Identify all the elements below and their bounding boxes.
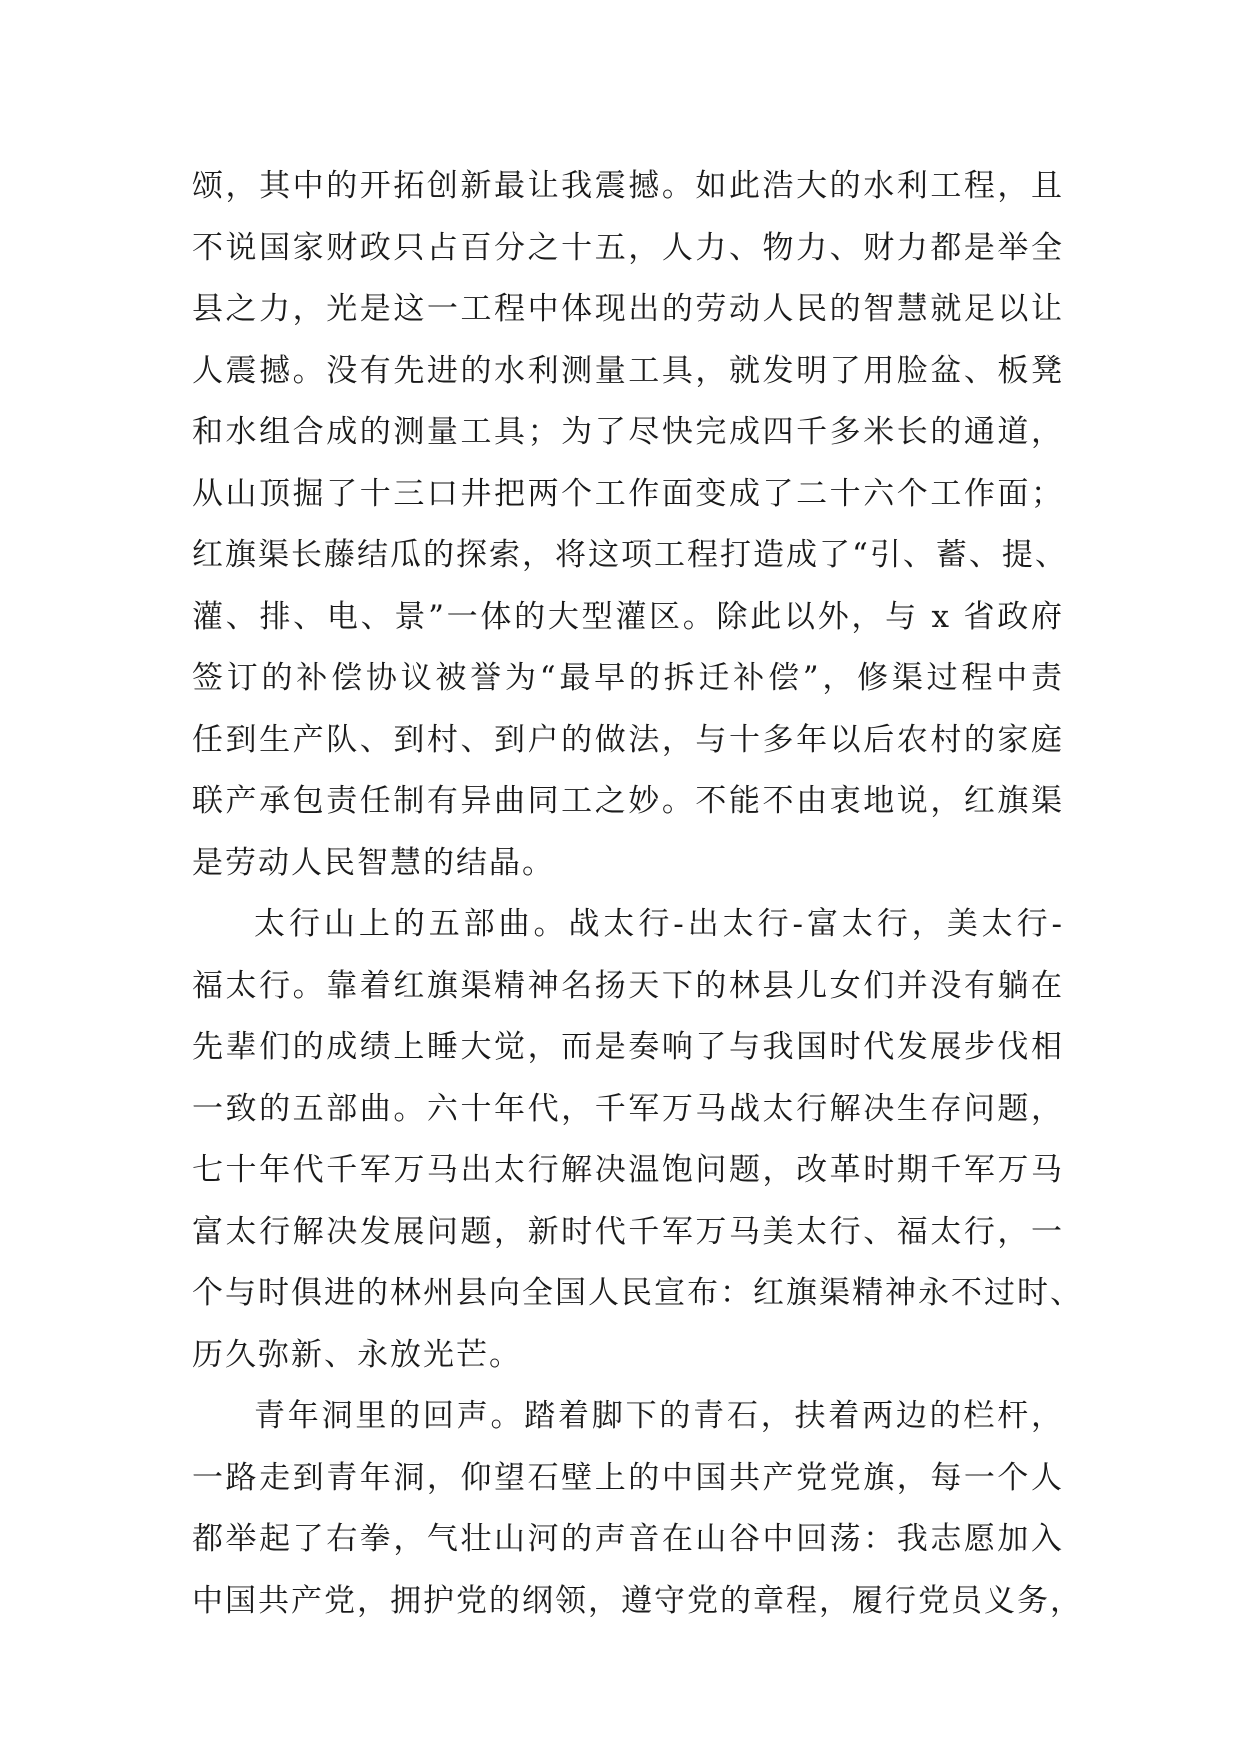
text-line: 都举起了右拳，气壮山河的声音在山谷中回荡：我志愿加入: [192, 1521, 1064, 1557]
text-line: 任到生产队、到村、到户的做法，与十多年以后农村的家庭: [192, 721, 1064, 758]
text-line: 个与时俱进的林州县向全国人民宣布：红旗渠精神永不过时、: [192, 1275, 1083, 1311]
text-line: 富太行解决发展问题，新时代千军万马美太行、福太行，一: [192, 1213, 1064, 1250]
text-line: 颂，其中的开拓创新最让我震撼。如此浩大的水利工程，且: [192, 168, 1064, 204]
text-line: 福太行。靠着红旗渠精神名扬天下的林县儿女们并没有躺在: [192, 967, 1064, 1004]
text-line: 是劳动人民智慧的结晶。: [192, 844, 555, 881]
body-text: [192, 156, 1083, 1632]
text-line: 联产承包责任制有异曲同工之妙。不能不由衷地说，红旗渠: [192, 783, 1064, 819]
text-line: 县之力，光是这一工程中体现出的劳动人民的智慧就足以让: [192, 291, 1064, 327]
text-line: 历久弥新、永放光芒。: [192, 1336, 522, 1373]
text-line: 红旗渠长藤结瓜的探索，将这项工程打造成了“引、蓄、提、: [192, 537, 1068, 573]
text-line: 七十年代千军万马出太行解决温饱问题，改革时期千军万马: [192, 1152, 1064, 1188]
text-line: 从山顶掘了十三口井把两个工作面变成了二十六个工作面；: [192, 475, 1064, 512]
text-line: 不说国家财政只占百分之十五，人力、物力、财力都是举全: [192, 229, 1064, 266]
text-line: 太行山上的五部曲。战太行-出太行-富太行，美太行-: [254, 906, 1064, 942]
text-line: 一路走到青年洞，仰望石壁上的中国共产党党旗，每一个人: [192, 1459, 1064, 1496]
text-line: 青年洞里的回声。踏着脚下的青石，扶着两边的栏杆，: [254, 1398, 1064, 1434]
text-line: 先辈们的成绩上睡大觉，而是奏响了与我国时代发展步伐相: [192, 1029, 1064, 1065]
text-line: 灌、排、电、景”一体的大型灌区。除此以外，与 x 省政府: [192, 598, 1064, 635]
text-line: 人震撼。没有先进的水利测量工具，就发明了用脸盆、板凳: [192, 352, 1064, 389]
text-line: 一致的五部曲。六十年代，千军万马战太行解决生存问题，: [192, 1090, 1064, 1127]
text-line: 签订的补偿协议被誉为“最早的拆迁补偿”，修渠过程中责: [192, 660, 1064, 696]
text-line: 中国共产党，拥护党的纲领，遵守党的章程，履行党员义务，: [192, 1582, 1083, 1619]
text-line: 和水组合成的测量工具；为了尽快完成四千多米长的通道，: [192, 414, 1064, 450]
